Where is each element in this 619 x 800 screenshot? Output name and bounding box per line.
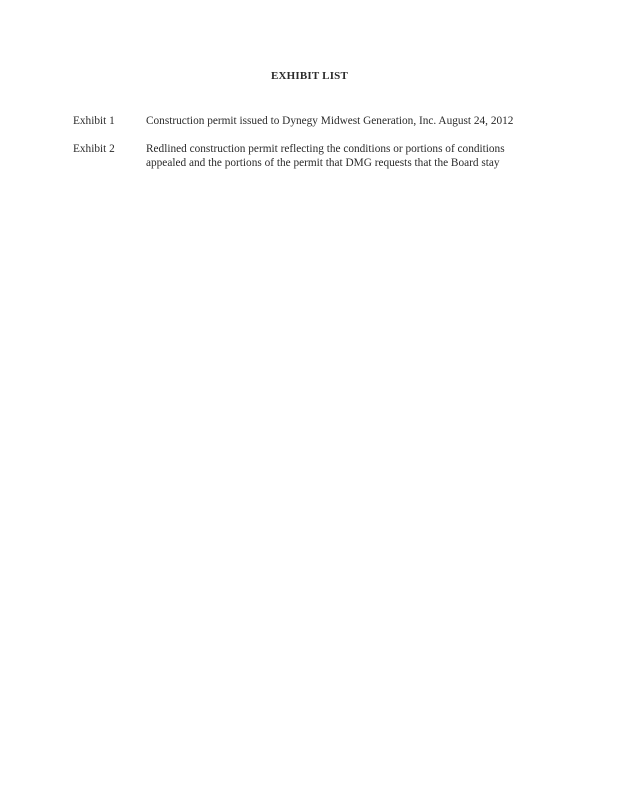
page-title: EXHIBIT LIST: [270, 70, 349, 82]
exhibit-description: Redlined construction permit reflecting the conditions or portions of conditions appealed and the portions of the permit that DMG requests that the Board stay: [146, 143, 505, 169]
exhibit-description: Construction permit issued to Dynegy Midwest Generation, Inc. August 24, 2012: [146, 115, 514, 127]
exhibit-label: Exhibit 1: [73, 115, 115, 127]
exhibit-label: Exhibit 2: [73, 143, 115, 155]
